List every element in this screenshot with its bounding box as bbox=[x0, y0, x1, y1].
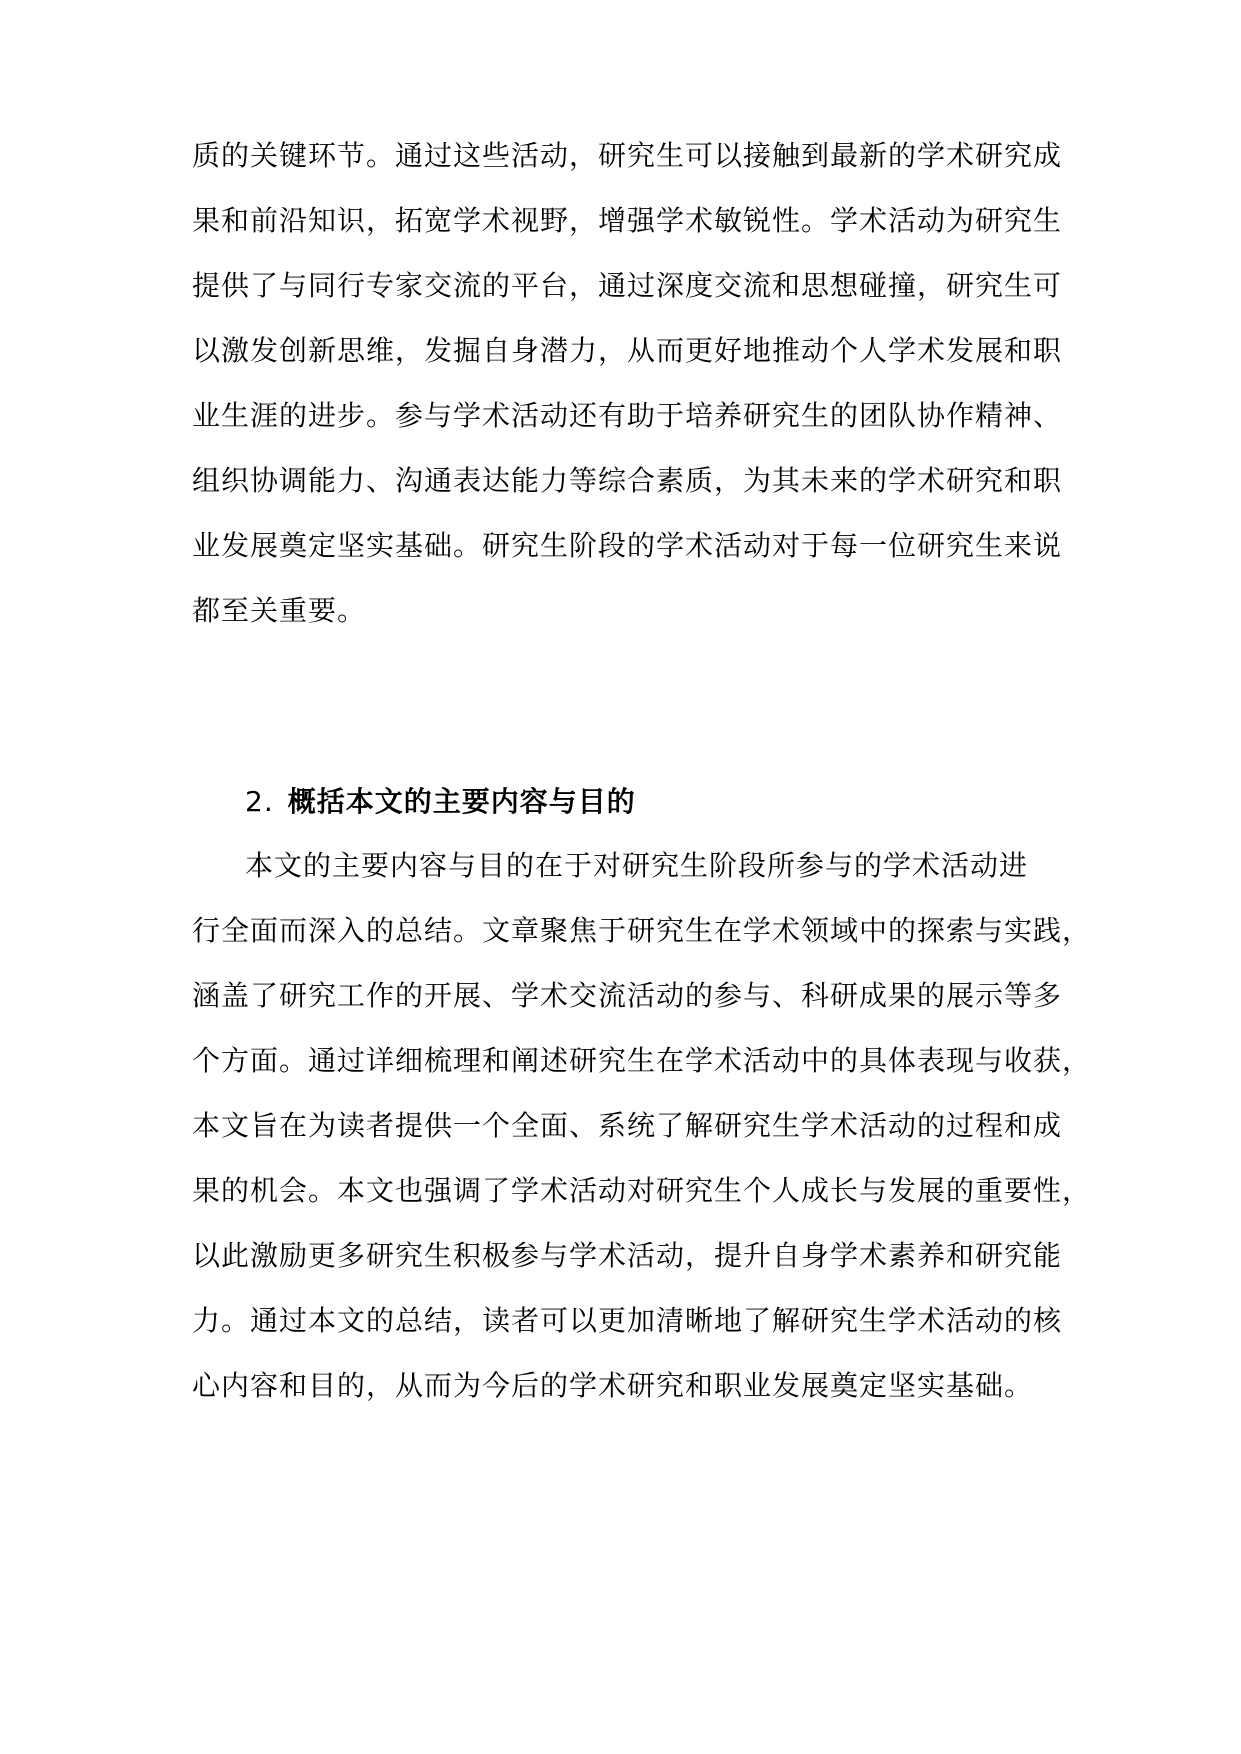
paragraph-2-line: 本文的主要内容与目的在于对研究生阶段所参与的学术活动进 bbox=[245, 849, 1029, 882]
paragraph-1-line: 业生涯的进步。参与学术活动还有助于培养研究生的团队协作精神、 bbox=[192, 399, 1063, 432]
paragraph-2-line: 心内容和目的，从而为今后的学术研究和职业发展奠定坚实基础。 bbox=[192, 1369, 1034, 1402]
section-number: 2. bbox=[245, 785, 274, 818]
paragraph-2-line: 本文旨在为读者提供一个全面、系统了解研究生学术活动的过程和成 bbox=[192, 1109, 1063, 1142]
paragraph-2-line: 个方面。通过详细梳理和阐述研究生在学术活动中的具体表现与收获， bbox=[192, 1044, 1092, 1077]
paragraph-1-line: 都至关重要。 bbox=[192, 594, 367, 627]
paragraph-2-line: 涵盖了研究工作的开展、学术交流活动的参与、科研成果的展示等多 bbox=[192, 979, 1063, 1012]
paragraph-1-line: 质的关键环节。通过这些活动，研究生可以接触到最新的学术研究成 bbox=[192, 139, 1063, 172]
section-heading bbox=[245, 782, 636, 822]
paragraph-1-line: 组织协调能力、沟通表达能力等综合素质，为其未来的学术研究和职 bbox=[192, 464, 1063, 497]
paragraph-1-line: 提供了与同行专家交流的平台，通过深度交流和思想碰撞，研究生可 bbox=[192, 269, 1063, 302]
paragraph-2-line: 行全面而深入的总结。文章聚焦于研究生在学术领域中的探索与实践， bbox=[192, 914, 1092, 947]
paragraph-1-line: 业发展奠定坚实基础。研究生阶段的学术活动对于每一位研究生来说 bbox=[192, 529, 1063, 562]
paragraph-2-line: 以此激励更多研究生积极参与学术活动，提升自身学术素养和研究能 bbox=[192, 1239, 1063, 1272]
paragraph-2-line: 果的机会。本文也强调了学术活动对研究生个人成长与发展的重要性， bbox=[192, 1174, 1092, 1207]
paragraph-2-line: 力。通过本文的总结，读者可以更加清晰地了解研究生学术活动的核 bbox=[192, 1304, 1063, 1337]
paragraph-1-line: 果和前沿知识，拓宽学术视野，增强学术敏锐性。学术活动为研究生 bbox=[192, 204, 1063, 237]
paragraph-1-line: 以激发创新思维，发掘自身潜力，从而更好地推动个人学术发展和职 bbox=[192, 334, 1063, 367]
section-title: 概括本文的主要内容与目的 bbox=[287, 785, 636, 818]
